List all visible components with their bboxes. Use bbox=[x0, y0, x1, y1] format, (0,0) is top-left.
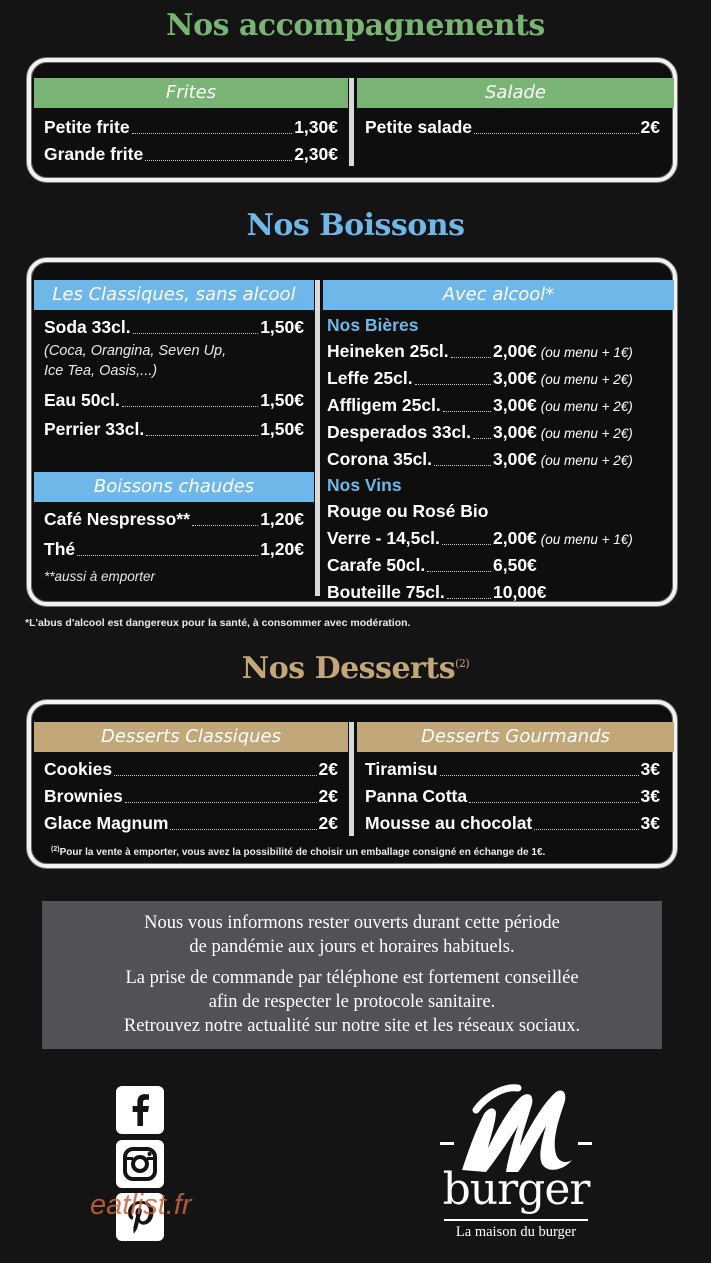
classiques-column bbox=[34, 280, 314, 443]
accompagnements-frame bbox=[27, 58, 677, 182]
column-divider bbox=[349, 78, 354, 166]
alcohol-disclaimer: *L'abus d'alcool est dangereux pour la santé, à consommer avec modération. bbox=[25, 617, 411, 629]
info-line: de pandémie aux jours et horaires habituels. bbox=[189, 937, 515, 957]
menu-item: Eau 50cl. 1,50€ bbox=[44, 390, 304, 410]
menu-item: Brownies 2€ bbox=[44, 786, 338, 806]
m-logo-icon bbox=[438, 1082, 594, 1174]
chaudes-column bbox=[34, 472, 314, 587]
menu-item: Glace Magnum 2€ bbox=[44, 813, 338, 833]
menu-item: Affligem 25cl. 3,00€ (ou menu + 2€) bbox=[327, 395, 633, 415]
menu-item: Grande frite 2,30€ bbox=[44, 144, 338, 164]
desserts-classiques-column bbox=[34, 722, 348, 837]
desserts-gourmands-column bbox=[357, 722, 674, 837]
menu-item: Mousse au chocolat 3€ bbox=[365, 813, 660, 833]
salade-column bbox=[357, 78, 674, 141]
chaudes-header: Boissons chaudes bbox=[34, 472, 314, 502]
menu-item: Perrier 33cl. 1,50€ bbox=[44, 419, 304, 439]
menu-item: Desperados 33cl. 3,00€ (ou menu + 2€) bbox=[327, 422, 633, 442]
info-line: afin de respecter le protocole sanitaire. bbox=[208, 992, 496, 1012]
menu-item: Cookies 2€ bbox=[44, 759, 338, 779]
menu-item: Café Nespresso** 1,20€ bbox=[44, 509, 304, 529]
alcool-header: Avec alcool* bbox=[323, 280, 674, 310]
info-line: La prise de commande par téléphone est fortement conseillée bbox=[125, 968, 579, 988]
menu-item: Thé 1,20€ bbox=[44, 539, 304, 559]
column-divider bbox=[315, 280, 320, 596]
frites-column bbox=[34, 78, 348, 168]
menu-item: Corona 35cl. 3,00€ (ou menu + 2€) bbox=[327, 449, 633, 469]
mburger-logo bbox=[438, 1082, 594, 1242]
logo-wordmark: burger bbox=[442, 1164, 590, 1215]
watermark: eatlist.fr bbox=[90, 1189, 192, 1221]
menu-item: Bouteille 75cl. 10,00€ bbox=[327, 582, 547, 602]
instagram-icon[interactable] bbox=[116, 1140, 164, 1188]
desserts-classiques-header: Desserts Classiques bbox=[34, 722, 348, 752]
vins-subtitle: Rouge ou Rosé Bio bbox=[327, 501, 489, 521]
info-line: Retrouvez notre actualité sur notre site et les réseaux sociaux. bbox=[123, 1016, 581, 1036]
menu-item: Panna Cotta 3€ bbox=[365, 786, 660, 806]
column-divider bbox=[349, 722, 354, 836]
boissons-frame bbox=[27, 258, 677, 606]
logo-divider bbox=[444, 1219, 588, 1221]
menu-item: Petite salade 2€ bbox=[365, 117, 660, 137]
alcool-column bbox=[323, 280, 674, 606]
classiques-header: Les Classiques, sans alcool bbox=[34, 280, 314, 310]
menu-item: Verre - 14,5cl. 2,00€ (ou menu + 1€) bbox=[327, 528, 633, 548]
info-line: Nous vous informons rester ouverts durant cette période bbox=[144, 913, 560, 933]
salade-header: Salade bbox=[357, 78, 674, 108]
vins-title: Nos Vins bbox=[327, 475, 402, 495]
desserts-gourmands-header: Desserts Gourmands bbox=[357, 722, 674, 752]
accompagnements-title: Nos accompagnements bbox=[166, 8, 545, 43]
bieres-title: Nos Bières bbox=[327, 315, 419, 335]
menu-item: Petite frite 1,30€ bbox=[44, 117, 338, 137]
frites-header: Frites bbox=[34, 78, 348, 108]
logo-tagline: La maison du burger bbox=[455, 1224, 577, 1240]
menu-item: Tiramisu 3€ bbox=[365, 759, 660, 779]
soda-note: Ice Tea, Oasis,...) bbox=[44, 363, 158, 379]
menu-item: Soda 33cl. 1,50€ bbox=[44, 317, 304, 337]
menu-item: Carafe 50cl. 6,50€ bbox=[327, 555, 537, 575]
desserts-frame bbox=[27, 700, 677, 868]
boissons-title: Nos Boissons bbox=[246, 208, 465, 243]
menu-item: Leffe 25cl. 3,00€ (ou menu + 2€) bbox=[327, 368, 633, 388]
info-box bbox=[42, 901, 662, 1049]
emporter-note: **aussi à emporter bbox=[44, 569, 156, 584]
soda-note: (Coca, Orangina, Seven Up, bbox=[44, 343, 227, 359]
menu-item: Heineken 25cl. 2,00€ (ou menu + 1€) bbox=[327, 341, 633, 361]
desserts-note: $^{(2)}$Pour la vente à emporter, vous avez la possibilité de choisir un emballage consigné en échange de 1€. bbox=[51, 846, 546, 859]
desserts-title: Nos Desserts$^{(2)}$ bbox=[241, 651, 470, 686]
facebook-icon[interactable] bbox=[116, 1086, 164, 1134]
